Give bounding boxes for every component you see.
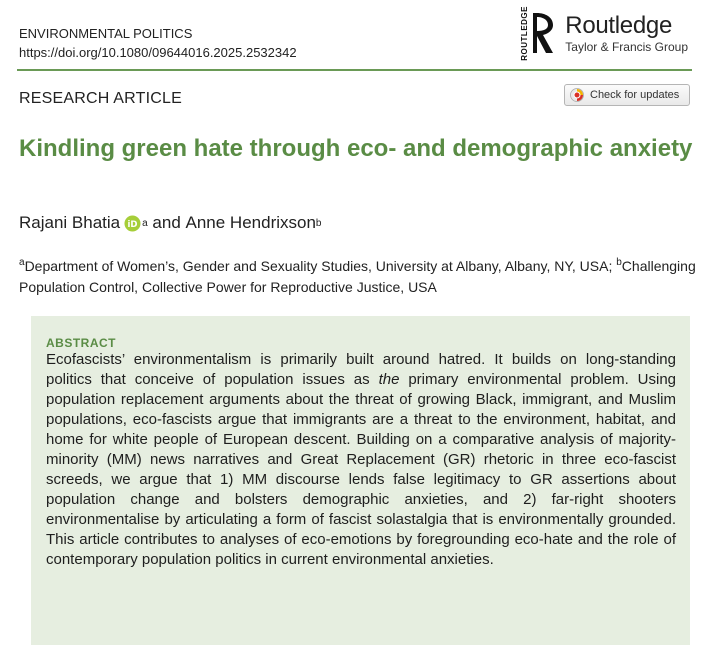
abstract-text: primary environmental problem. Using population replacement arguments about the threat of growing Black, immigrant, and Muslim populations, eco-fascists argue that immigrants are a threat to the environment, habitat, and home for white people of European descent. Building on a comparative analysis of majority-minority (MM) news narratives and Great Replacement (GR) rhetoric in three eco-fascist screeds, we argue that 1) MM discourse lends false legitimacy to GR assertions about population change and bolsters demographic anxieties, and 2) far-right shooters environmentalise by articulating a form of fascist solastalgia that is environmentally grounded. This article contributes to analyses of eco-emotions by foregrounding eco-hate and the role of contemporary population politics in current environmental anxieties. — [46, 371, 676, 568]
author-name[interactable]: Anne Hendrixson — [185, 213, 316, 232]
doi-link[interactable]: https://doi.org/10.1080/09644016.2025.2532342 — [19, 45, 297, 60]
publisher-stripe — [517, 5, 531, 61]
abstract-italic: the — [378, 371, 400, 388]
crossmark-icon — [570, 88, 584, 102]
author-name[interactable]: Rajani Bhatia — [19, 213, 121, 232]
publisher-stripe-text: ROUTLEDGE — [519, 5, 529, 61]
check-for-updates-button[interactable] — [564, 84, 690, 106]
article-title: Kindling green hate through eco- and demographic anxiety — [19, 135, 693, 162]
abstract-heading: ABSTRACT — [46, 336, 116, 350]
affiliation-mark: a — [19, 257, 25, 268]
abstract-body — [46, 350, 676, 570]
routledge-emblem-icon — [531, 9, 559, 57]
affiliation-mark: b — [315, 217, 322, 229]
abstract-text: Ecofascists’ environmentalism is primarily built around hatred. It builds on long-standing politics that conceive of population issues as — [46, 351, 676, 388]
affiliations — [19, 252, 699, 298]
journal-name: ENVIRONMENTAL POLITICS — [19, 26, 193, 41]
publisher-group: Taylor & Francis Group — [565, 39, 688, 54]
check-for-updates-label: Check for updates — [590, 89, 680, 101]
affiliation-mark: b — [616, 257, 622, 268]
publisher-name: Routledge — [565, 11, 672, 39]
header-divider — [17, 69, 692, 71]
affiliation-text: Challenging Population Control, Collective Power for Reproductive Justice, USA — [19, 258, 696, 295]
affiliation-mark: a — [142, 217, 148, 229]
author-list — [19, 213, 321, 233]
article-type: RESEARCH ARTICLE — [19, 90, 182, 107]
abstract-box — [31, 316, 690, 645]
affiliation-text: Department of Women’s, Gender and Sexuality Studies, University at Albany, Albany, NY, USA; — [24, 258, 617, 274]
orcid-icon[interactable] — [124, 215, 141, 232]
publisher-logo[interactable] — [517, 5, 688, 61]
author-joiner: and — [147, 213, 186, 232]
journal-header — [19, 24, 297, 62]
svg-text:iD: iD — [127, 219, 138, 230]
